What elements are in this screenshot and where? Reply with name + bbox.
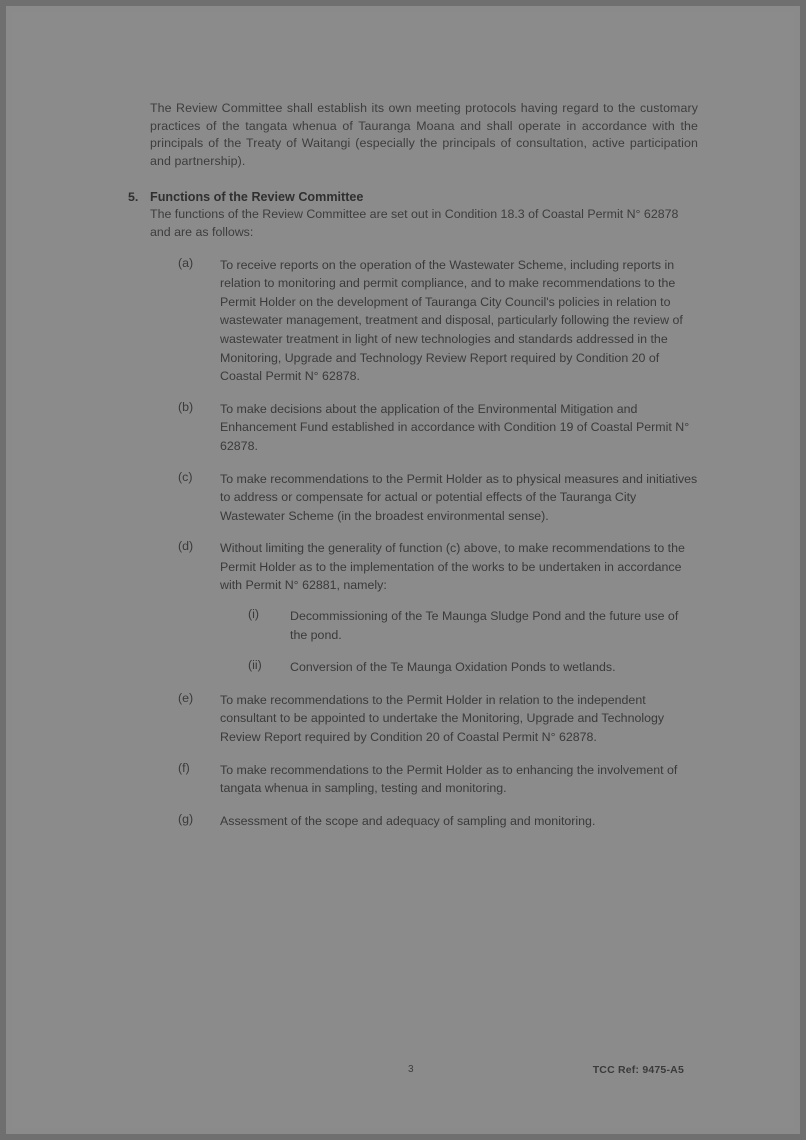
list-item-text: To make recommendations to the Permit Holder as to physical measures and initiatives to address or compensate for actual or potential effects of the Tauranga City Wastewater Scheme (in the broadest environmental sense).: [220, 471, 698, 523]
sub-list-item-marker: (ii): [248, 658, 262, 673]
list-item-marker: (d): [178, 539, 194, 554]
list-item: [150, 470, 698, 526]
list-item: [150, 256, 698, 386]
sub-list-item: [220, 607, 698, 644]
list-item-text: To make recommendations to the Permit Holder in relation to the independent consultant to be appointed to undertake the Monitoring, Upgrade and Technology Review Report required by Condition 20 of Coastal Permit N° 62878.: [220, 692, 665, 745]
list-item-text: To receive reports on the operation of the Wastewater Scheme, including reports in relation to monitoring and permit compliance, and to make recommendations to the Permit Holder on the development of Tauranga City Council's policies in relation to wastewater management, treatment and disposal, particularly following the review of wastewater treatment in light of new technologies and standards addressed in the Monitoring, Upgrade and Technology Review Report required by Condition 20 of Coastal Permit N° 62878.: [220, 257, 683, 384]
list-item: [150, 539, 698, 677]
list-item: [150, 812, 698, 831]
intro-paragraph: The Review Committee shall establish its own meeting protocols having regard to the customary practices of the tangata whenua of Tauranga Moana and shall operate in accordance with the principals of the Treaty of Waitangi (especially the principals of consultation, active participation and partnership).: [150, 101, 698, 168]
sub-list-item-marker: (i): [248, 607, 260, 622]
page-content: [128, 100, 698, 844]
document-reference: TCC Ref: 9475-A5: [592, 1064, 684, 1076]
list-item-marker: (e): [178, 690, 194, 705]
functions-list: [150, 256, 698, 831]
page-sheet: [12, 12, 794, 1128]
page-number: 3: [408, 1064, 414, 1075]
section-lead-paragraph: The functions of the Review Committee are set out in Condition 18.3 of Coastal Permit N° 62878 and are as follows:: [150, 207, 679, 239]
list-item-marker: (a): [178, 255, 194, 270]
list-item-marker: (f): [178, 760, 190, 775]
sub-list-item-text: Decommissioning of the Te Maunga Sludge Pond and the future use of the pond.: [290, 609, 679, 642]
list-item: [150, 400, 698, 456]
sub-list-item: [220, 658, 698, 677]
sub-list: [220, 607, 698, 677]
list-item-text: Assessment of the scope and adequacy of sampling and monitoring.: [220, 813, 596, 828]
page-footer: [150, 1064, 684, 1080]
list-item-text: Without limiting the generality of function (c) above, to make recommendations to the Permit Holder as to the implementation of the works to be undertaken in accordance with Permit N° 62881, namely:: [220, 541, 685, 593]
list-item-marker: (g): [178, 811, 194, 826]
sub-list-item-text: Conversion of the Te Maunga Oxidation Ponds to wetlands.: [290, 660, 616, 675]
list-item-marker: (b): [178, 399, 194, 414]
list-item: [150, 691, 698, 747]
section-number: 5.: [128, 190, 139, 205]
list-item-text: To make recommendations to the Permit Holder as to enhancing the involvement of tangata whenua in sampling, testing and monitoring.: [220, 762, 678, 796]
section-5: [128, 190, 698, 241]
list-item-text: To make decisions about the application of the Environmental Mitigation and Enhancement Fund established in accordance with Condition 19 of Coastal Permit N° 62878.: [220, 401, 690, 453]
section-title: Functions of the Review Committee: [150, 190, 364, 205]
list-item-marker: (c): [178, 469, 193, 484]
list-item: [150, 761, 698, 798]
